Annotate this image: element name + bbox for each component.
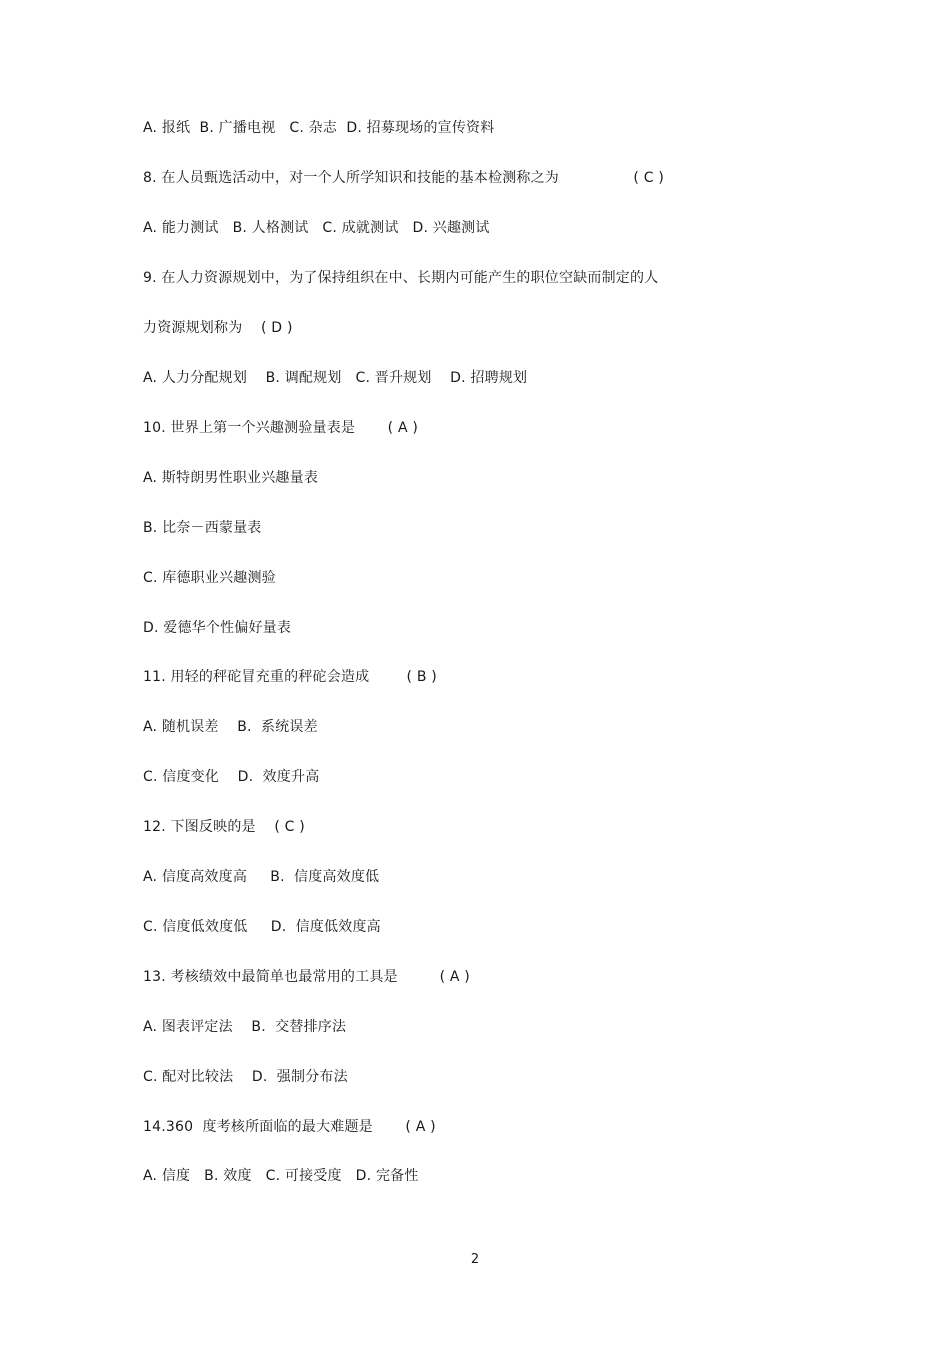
question-10-option-c: C. 库德职业兴趣测验	[143, 570, 276, 586]
question-8-options: A. 能力测试 B. 人格测试 C. 成就测试 D. 兴趣测试	[143, 220, 490, 236]
question-12-options-ab: A. 信度高效度高 B. 信度高效度低	[143, 869, 380, 885]
question-9: 9. 在人力资源规划中，为了保持组织在中、长期内可能产生的职位空缺而制定的人	[143, 270, 659, 286]
question-13-options-cd: C. 配对比较法 D. 强制分布法	[143, 1069, 348, 1085]
question-10-option-d: D. 爱德华个性偏好量表	[143, 620, 292, 636]
question-12: 12. 下图反映的是 ( C )	[143, 819, 305, 835]
question-8: 8. 在人员甄选活动中，对一个人所学知识和技能的基本检测称之为 ( C )	[143, 170, 665, 186]
question-12-options-cd: C. 信度低效度低 D. 信度低效度高	[143, 919, 381, 935]
question-11-options-cd: C. 信度变化 D. 效度升高	[143, 769, 320, 785]
question-10-option-b: B. 比奈－西蒙量表	[143, 520, 262, 536]
question-13: 13. 考核绩效中最简单也最常用的工具是 ( A )	[143, 969, 470, 985]
text-line: A. 报纸 B. 广播电视 C. 杂志 D. 招募现场的宣传资料	[143, 120, 495, 136]
question-9-continued: 力资源规划称为 ( D )	[143, 320, 293, 336]
question-13-options-ab: A. 图表评定法 B. 交替排序法	[143, 1019, 347, 1035]
page-number: 2	[470, 1252, 480, 1267]
question-10: 10. 世界上第一个兴趣测验量表是 ( A )	[143, 420, 419, 436]
question-14-options: A. 信度 B. 效度 C. 可接受度 D. 完备性	[143, 1168, 419, 1184]
question-10-option-a: A. 斯特朗男性职业兴趣量表	[143, 470, 319, 486]
question-9-options: A. 人力分配规划 B. 调配规划 C. 晋升规划 D. 招聘规划	[143, 370, 528, 386]
question-11-options-ab: A. 随机误差 B. 系统误差	[143, 719, 318, 735]
question-11: 11. 用轻的秤砣冒充重的秤砣会造成 ( B )	[143, 669, 437, 685]
question-14: 14.360 度考核所面临的最大难题是 ( A )	[143, 1119, 436, 1135]
